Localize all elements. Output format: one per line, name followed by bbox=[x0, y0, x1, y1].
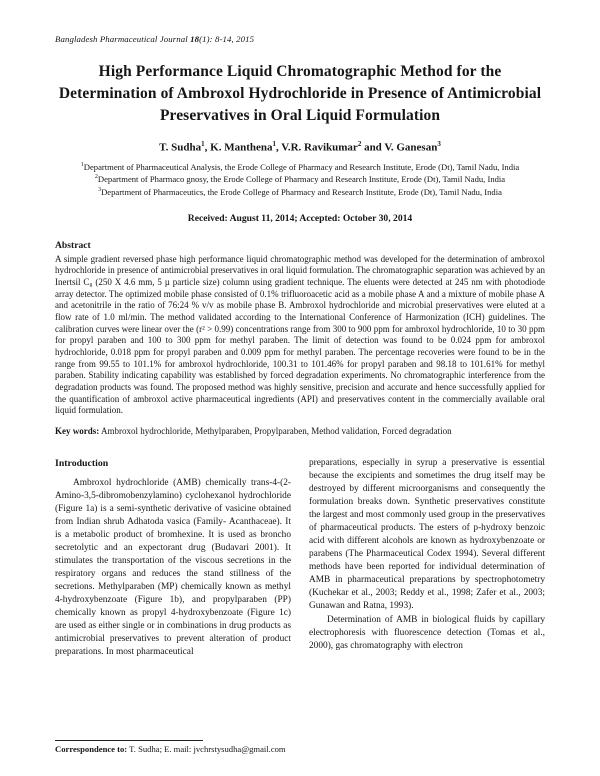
body-paragraph: preparations, especially in syrup a preservative is essential because the excipients and sometimes the drug itself may be destroyed by different microorganisms and consequently the formulation breaks down. Synthetic preservatives constitute the largest and most commonly used group in the preservatives of pharmaceutical products. The esters of p-hydroxy benzoic acid with different alcohols are known as hydroxybenzoate or parabens (The Pharmaceutical Codex 1994). Several different methods have been reported for individual determination of AMB in pharmaceutical preparations by spectrophotometry (Kuchekar et al., 2003; Reddy et al., 1998; Zafer et al., 2003; Gunawan and Ratna, 1993). bbox=[309, 458, 545, 612]
affiliations-block bbox=[55, 161, 545, 199]
journal-name: Bangladesh Pharmaceutical Journal bbox=[55, 34, 188, 44]
body-columns bbox=[55, 457, 545, 658]
affiliation-mark: 1 bbox=[80, 161, 84, 168]
author-affiliation-mark: 2 bbox=[357, 140, 362, 148]
author-affiliation-mark: 1 bbox=[201, 140, 205, 148]
affiliation-line bbox=[55, 173, 545, 186]
author-name: and V. Ganesan bbox=[361, 141, 438, 154]
paper-title: High Performance Liquid Chromatographic Method for the Determination of Ambroxol Hydrochloride in Presence of Antimicrobial Preservatives in Oral Liquid Formulation bbox=[58, 63, 542, 124]
author-affiliation-mark: 1 bbox=[272, 140, 276, 148]
keywords-text: Ambroxol hydrochloride, Methylparaben, Propylparaben, Method validation, Forced degradation bbox=[101, 425, 452, 436]
affiliation-line bbox=[55, 161, 545, 174]
affiliation-text: Department of Pharmaceutical Analysis, the Erode College of Pharmacy and Research Institute, Erode (Dt), Tamil Nadu, India bbox=[83, 161, 520, 172]
author-name: , K. Manthena bbox=[204, 141, 273, 154]
author-name: T. Sudha bbox=[159, 141, 202, 154]
affiliation-line bbox=[55, 186, 545, 199]
authors-line bbox=[55, 140, 545, 154]
author-affiliation-mark: 3 bbox=[437, 140, 441, 148]
abstract-text: A simple gradient reversed phase high performance liquid chromatographic method was developed for the determination of ambroxol hydrochloride in presence of antimicrobial preservatives in oral liquid formulation. The chromatographic separation was achieved by an Inertsil C₈ (250 X 4.6 mm, 5 µ particle size) column using gradient technique. The eluents were detected at 245 nm with photodiode array detector. The optimized mobile phase consisted of 0.1% trifluoroacetic acid as a mobile phase A and a mixture of mobile phase A and acetonitrile in the ratio of 76:24 % v/v as mobile phase B. Ambroxol hydrochloride and microbial preservatives were eluted at a flow rate of 1.0 ml/min. The method validated according to the International Conference of Harmonization (ICH) guidelines. The calibration curves were linear over the (r² > 0.99) concentrations range from 300 to 900 ppm for ambroxol hydrochloride, 10 to 30 ppm for propyl paraben and 100 to 300 ppm for methyl paraben. The limit of detection was found to be 0.024 ppm for ambroxol hydrochloride, 0.018 ppm for propyl paraben and 0.009 ppm for methyl paraben. The percentage recoveries were found to be in the range from 99.55 to 101.1% for ambroxol hydrochloride, 100.31 to 101.46% for propyl paraben and 98.18 to 101.61% for methyl paraben. Stability indicating capability was established by forced degradation experiments. No chromatographic interference from the degradation products was found. The proposed method was highly sensitive, precision and accurate and hence successfully applied for the quantification of ambroxol active pharmaceutical ingredients (API) and preservatives content in the commercially available oral liquid formulation. bbox=[55, 253, 545, 416]
affiliation-text: Department of Pharmaco gnosy, the Erode College of Pharmacy and Research Institute, Erode (Dt), Tamil Nadu, India bbox=[97, 174, 506, 185]
body-paragraph: Determination of AMB in biological fluids by capillary electrophoresis with fluorescence detection (Tomas et al., 2000), gas chromatography with electron bbox=[309, 615, 545, 652]
right-column bbox=[309, 457, 545, 658]
journal-volume: 18 bbox=[190, 34, 200, 44]
introduction-paragraph: Ambroxol hydrochloride (AMB) chemically trans-4-(2-Amino-3,5-dibromobenzylamino) cyclohexanol hydrochloride (Figure 1a) is a semi-synthetic derivative of vasicine obtained from Indian shrub Adhatoda vasica (Family- Acanthaceae). It is a metabolic product of bromhexine. It is used as broncho secretolytic and an expectorant drug (Budavari 2001). It stimulates the transportation of the viscous secretions in the respiratory organs and reduces the stand stillness of the secretions. Methylparaben (MP) chemically known as methyl 4-hydroxybenzoate (Figure 1b), and propylparaben (PP) chemically known as propyl 4-hydroxybenzoate (Figure 1c) are used as either single or in combinations in drug products as antimicrobial preservatives to prevent alteration of product preparations. In most pharmaceutical bbox=[55, 478, 291, 657]
received-accepted-line: Received: August 11, 2014; Accepted: October 30, 2014 bbox=[187, 212, 413, 224]
journal-header bbox=[55, 34, 545, 44]
introduction-heading: Introduction bbox=[55, 458, 109, 470]
correspondence-label: Correspondence to: bbox=[55, 744, 128, 754]
correspondence-footer bbox=[55, 737, 545, 754]
correspondence-text: T. Sudha; E. mail: jvchrstysudha@gmail.com bbox=[129, 744, 286, 754]
affiliation-mark: 3 bbox=[98, 187, 102, 194]
affiliation-text: Department of Pharmaceutics, the Erode College of Pharmacy and Research Institute, Erode (Dt), Tamil Nadu, India bbox=[101, 186, 502, 197]
abstract-section bbox=[55, 240, 545, 438]
journal-issue-pages: (1): 8-14, 2015 bbox=[199, 34, 255, 44]
keywords-line bbox=[55, 426, 545, 438]
left-column bbox=[55, 457, 291, 658]
abstract-heading: Abstract bbox=[55, 239, 91, 251]
footnote-rule bbox=[55, 740, 203, 741]
author-name: , V.R. Ravikumar bbox=[276, 141, 358, 154]
affiliation-mark: 2 bbox=[94, 174, 98, 181]
keywords-label: Key words: bbox=[55, 425, 100, 436]
